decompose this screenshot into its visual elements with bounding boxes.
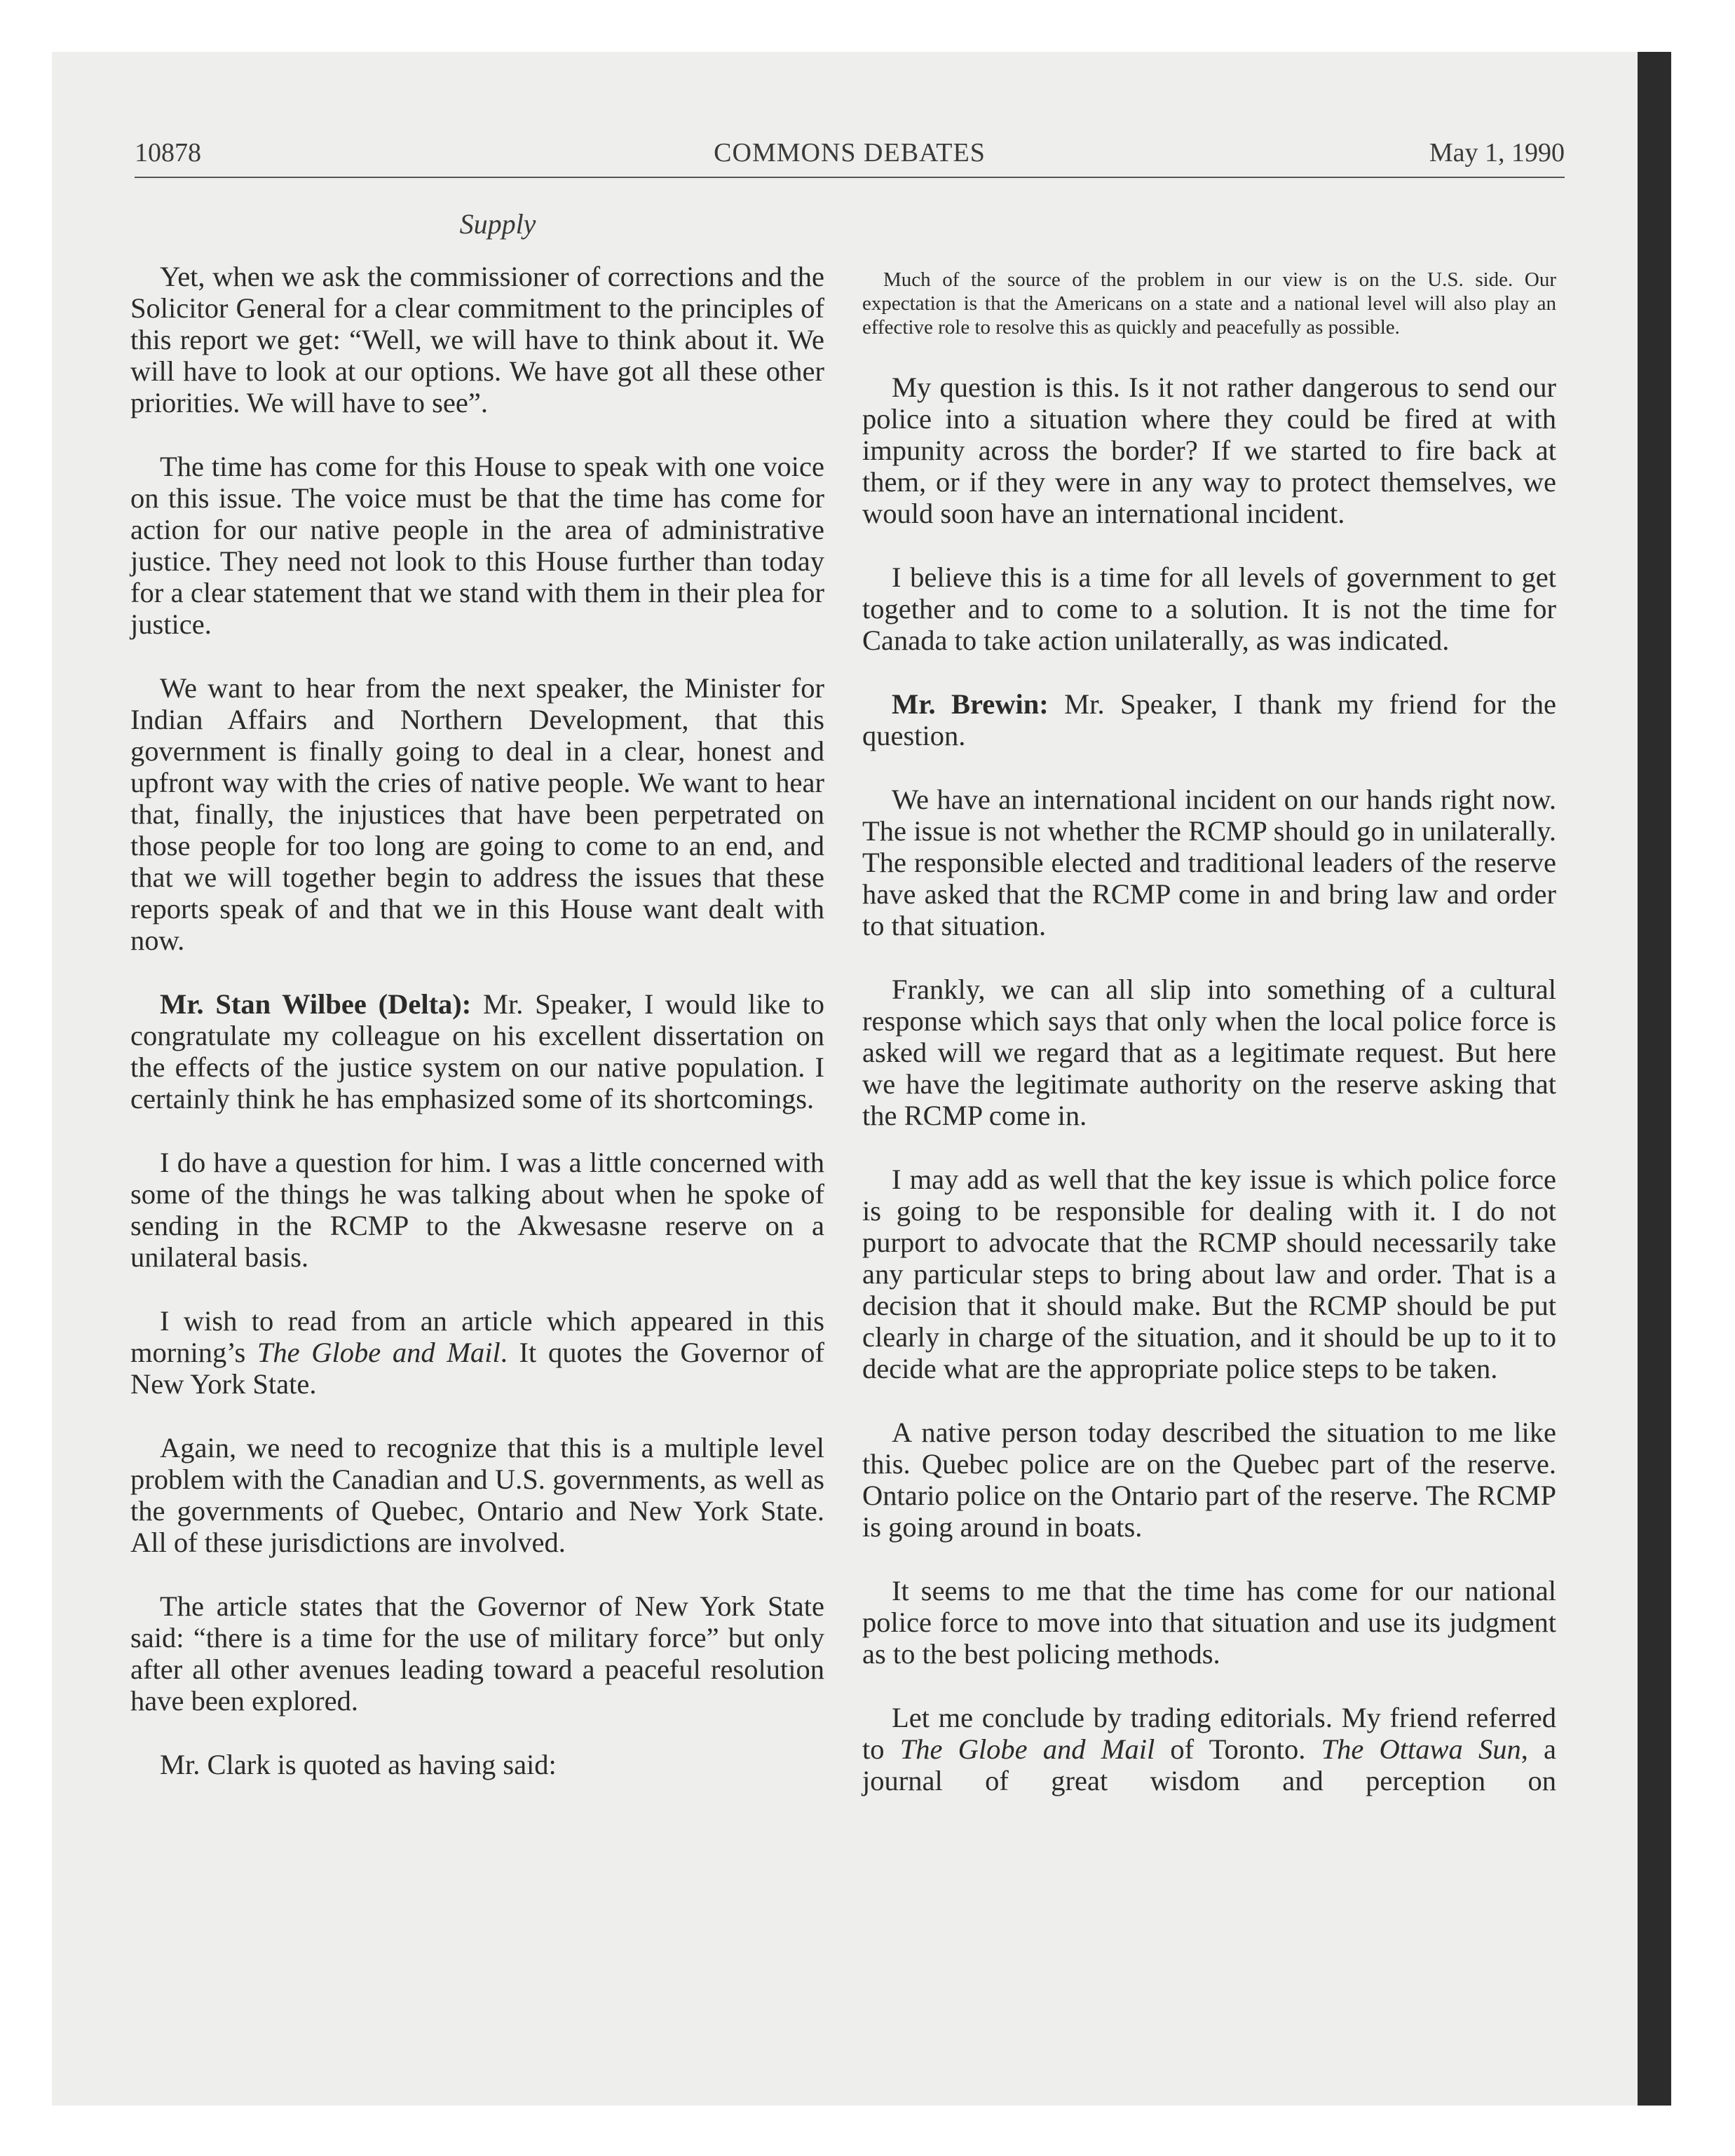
paragraph: I may add as well that the key issue is which police force is going to be responsible for dealing with it. I do not purport to advocate that the RCMP should necessarily take any particular steps to bring about law and order. That is a decision that it should make. But the RCMP should be put clearly in charge of the situation, and it should be up to it to decide what are the appropriate police steps to be taken. [862, 1164, 1556, 1384]
paragraph: I believe this is a time for all levels of government to get together and to come to a solution. It is not the time for Canada to take action unilaterally, as was indicated. [862, 561, 1556, 656]
scan-edge-shadow [1638, 52, 1671, 2106]
text-run: Let me conclude by trading editorials. My friend referred to [862, 1702, 1556, 1765]
publication-date: May 1, 1990 [1429, 138, 1565, 168]
paragraph: Frankly, we can all slip into something of a cultural response which says that only when the local police force is asked will we regard that as a legitimate request. But here we have the legitimate authority on the reserve asking that the RCMP come in. [862, 974, 1556, 1131]
paragraph: The article states that the Governor of New York State said: “there is a time for the use of military force” but only after all other avenues leading toward a peaceful resolution have been explored. [130, 1590, 824, 1717]
text-run: of Toronto. [1155, 1733, 1321, 1765]
paragraph: It seems to me that the time has come for our national police force to move into that situation and use its judgment as to the best policing methods. [862, 1575, 1556, 1670]
paragraph [130, 988, 824, 1114]
newspaper-title: The Globe and Mail [257, 1337, 501, 1368]
newspaper-title: The Globe and Mail [899, 1733, 1155, 1765]
paragraph [862, 688, 1556, 751]
publication-title: COMMONS DEBATES [714, 138, 986, 168]
paragraph [862, 1702, 1556, 1796]
speech-text: Mr. Speaker, I would like to congratulate my colleague on his excellent dissertation on the effects of the justice system on our native population. I certainly think he has emphasized some of its shortcomings. [130, 988, 824, 1114]
page-number: 10878 [135, 138, 201, 168]
paragraph: A native person today described the situation to me like this. Quebec police are on the Quebec part of the reserve. Ontario police on the Ontario part of the reserve. The RCMP is going around in boats. [862, 1417, 1556, 1543]
speech-text: Mr. Speaker, I thank my friend for the question. [862, 688, 1556, 751]
running-header [135, 137, 1565, 179]
paragraph: Mr. Clark is quoted as having said: [160, 1749, 557, 1780]
section-title: Supply [459, 208, 536, 240]
paragraph: Again, we need to recognize that this is a multiple level problem with the Canadian and U.S. governments, as well as the governments of Quebec, Ontario and New York State. All of these jurisdictions are involved. [130, 1432, 824, 1558]
left-column [130, 261, 824, 1780]
paragraph: Yet, when we ask the commissioner of corrections and the Solicitor General for a clear commitment to the principles of this report we get: “Well, we will have to think about it. We will have to look at our options. We have got all these other priorities. We will have to see”. [130, 261, 824, 418]
newspaper-title: The Ottawa Sun [1321, 1733, 1521, 1765]
paragraph: The time has come for this House to speak with one voice on this issue. The voice must be that the time has come for action for our native people in the area of administrative justice. They need not look to this House further than today for a clear statement that we stand with them in their plea for justice. [130, 451, 824, 640]
speaker-name: Mr. Stan Wilbee (Delta): [160, 988, 472, 1020]
block-quote: Much of the source of the problem in our view is on the U.S. side. Our expectation is that the Americans on a state and a national level will also play an effective role to resolve this as quickly and peacefully as possible. [862, 268, 1556, 339]
text-run: . It quotes the Governor of New York State. [130, 1337, 825, 1400]
paragraph: We want to hear from the next speaker, the Minister for Indian Affairs and Northern Development, that this government is finally going to deal in a clear, honest and upfront way with the cries of native people. We want to hear that, finally, the injustices that have been perpetrated on those people for too long are going to come to an end, and that we will together begin to address the issues that these reports speak of and that we in this House want dealt with now. [130, 672, 824, 956]
header-rule [135, 177, 1565, 178]
speaker-name: Mr. Brewin: [892, 688, 1049, 720]
right-column [862, 261, 1556, 1796]
paragraph: I do have a question for him. I was a little concerned with some of the things he was talking about when he spoke of sending in the RCMP to the Akwesasne reserve on a unilateral basis. [130, 1147, 824, 1273]
text-run: , a journal of great wisdom and perception on [862, 1733, 1557, 1796]
paragraph: My question is this. Is it not rather dangerous to send our police into a situation where they could be fired at with impunity across the border? If we started to fire back at them, or if they were in any way to protect themselves, we would soon have an international incident. [862, 371, 1556, 529]
paragraph [130, 1305, 824, 1400]
text-run: I wish to read from an article which appeared in this morning’s [130, 1305, 824, 1368]
paragraph: We have an international incident on our hands right now. The issue is not whether the RCMP should go in unilaterally. The responsible elected and traditional leaders of the reserve have asked that the RCMP come in and bring law and order to that situation. [862, 784, 1556, 941]
